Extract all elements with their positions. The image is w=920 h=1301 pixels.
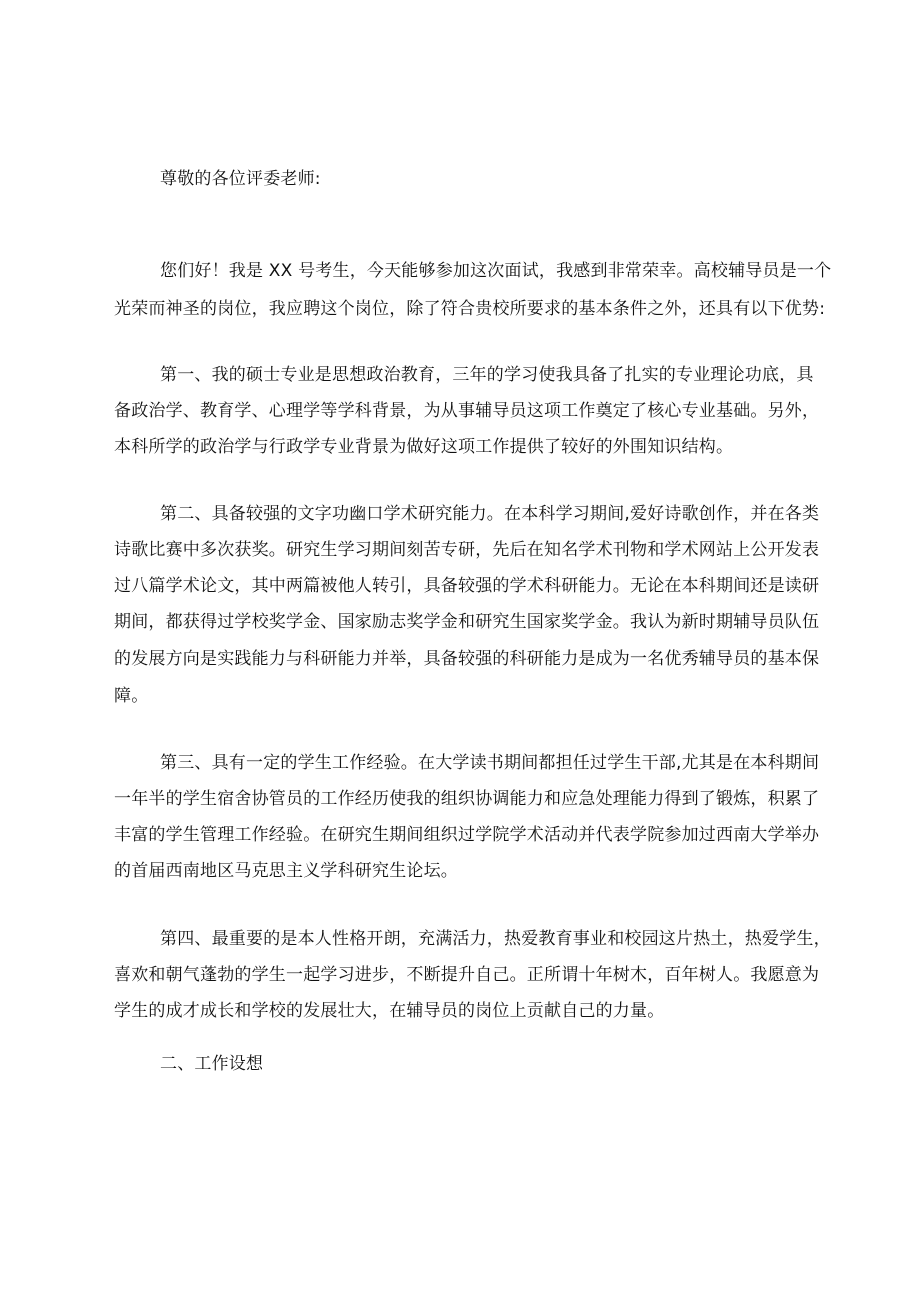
paragraph-second-line-4: 期间，都获得过学校奖学金、国家励志奖学金和研究生国家奖学金。我认为新时期辅导员队伍 xyxy=(114,612,820,632)
paragraph-second-line-5: 的发展方向是实践能力与科研能力并举，具备较强的科研能力是成为一名优秀辅导员的基本保 xyxy=(114,649,820,669)
paragraph-fourth-line-2: 喜欢和朝气蓬勃的学生一起学习进步，不断提升自己。正所谓十年树木，百年树人。我愿意为 xyxy=(114,965,820,985)
paragraph-intro-line-2: 光荣而神圣的岗位，我应聘这个岗位，除了符合贵校所要求的基本条件之外，还具有以下优势: xyxy=(114,299,826,319)
paragraph-fourth-line-1: 第四、最重要的是本人性格开朗，充满活力，热爱教育事业和校园这片热土，热爱学生， xyxy=(160,929,831,949)
paragraph-fourth-line-3: 学生的成才成长和学校的发展壮大，在辅导员的岗位上贡献自己的力量。 xyxy=(114,1001,665,1021)
paragraph-second-line-3: 过八篇学术论文，其中两篇被他人转引，具备较强的学术科研能力。无论在本科期间还是读研 xyxy=(114,576,820,596)
paragraph-third-line-2: 一年半的学生宿舍协管员的工作经历使我的组织协调能力和应急处理能力得到了锻炼，积累了 xyxy=(114,789,820,809)
paragraph-first-line-1: 第一、我的硕士专业是思想政治教育，三年的学习使我具备了扎实的专业理论功底，具 xyxy=(160,365,814,385)
paragraph-intro-line-1: 您们好！我是 XX 号考生，今天能够参加这次面试，我感到非常荣幸。高校辅导员是一个 xyxy=(160,261,832,281)
paragraph-first-line-3: 本科所学的政治学与行政学专业背景为做好这项工作提供了较好的外围知识结构。 xyxy=(114,437,734,457)
paragraph-third-line-3: 丰富的学生管理工作经验。在研究生期间组织过学院学术活动并代表学院参加过西南大学举办 xyxy=(114,825,820,845)
paragraph-first-line-2: 备政治学、教育学、心理学等学科背景，为从事辅导员这项工作奠定了核心专业基础。另外， xyxy=(114,401,820,421)
paragraph-second-line-6: 障。 xyxy=(114,686,149,706)
paragraph-third-line-4: 的首届西南地区马克思主义学科研究生论坛。 xyxy=(114,861,458,881)
section-heading-work-plan: 二、工作设想 xyxy=(160,1054,264,1074)
paragraph-second-line-1: 第二、具备较强的文字功幽口学术研究能力。在本科学习期间,爱好诗歌创作，并在各类 xyxy=(160,504,820,524)
paragraph-third-line-1: 第三、具有一定的学生工作经验。在大学读书期间都担任过学生干部,尤其是在本科期间 xyxy=(160,753,820,773)
paragraph-second-line-2: 诗歌比赛中多次获奖。研究生学习期间刻苦专研，先后在知名学术刊物和学术网站上公开发表 xyxy=(114,540,820,560)
salutation: 尊敬的各位评委老师: xyxy=(160,169,321,189)
